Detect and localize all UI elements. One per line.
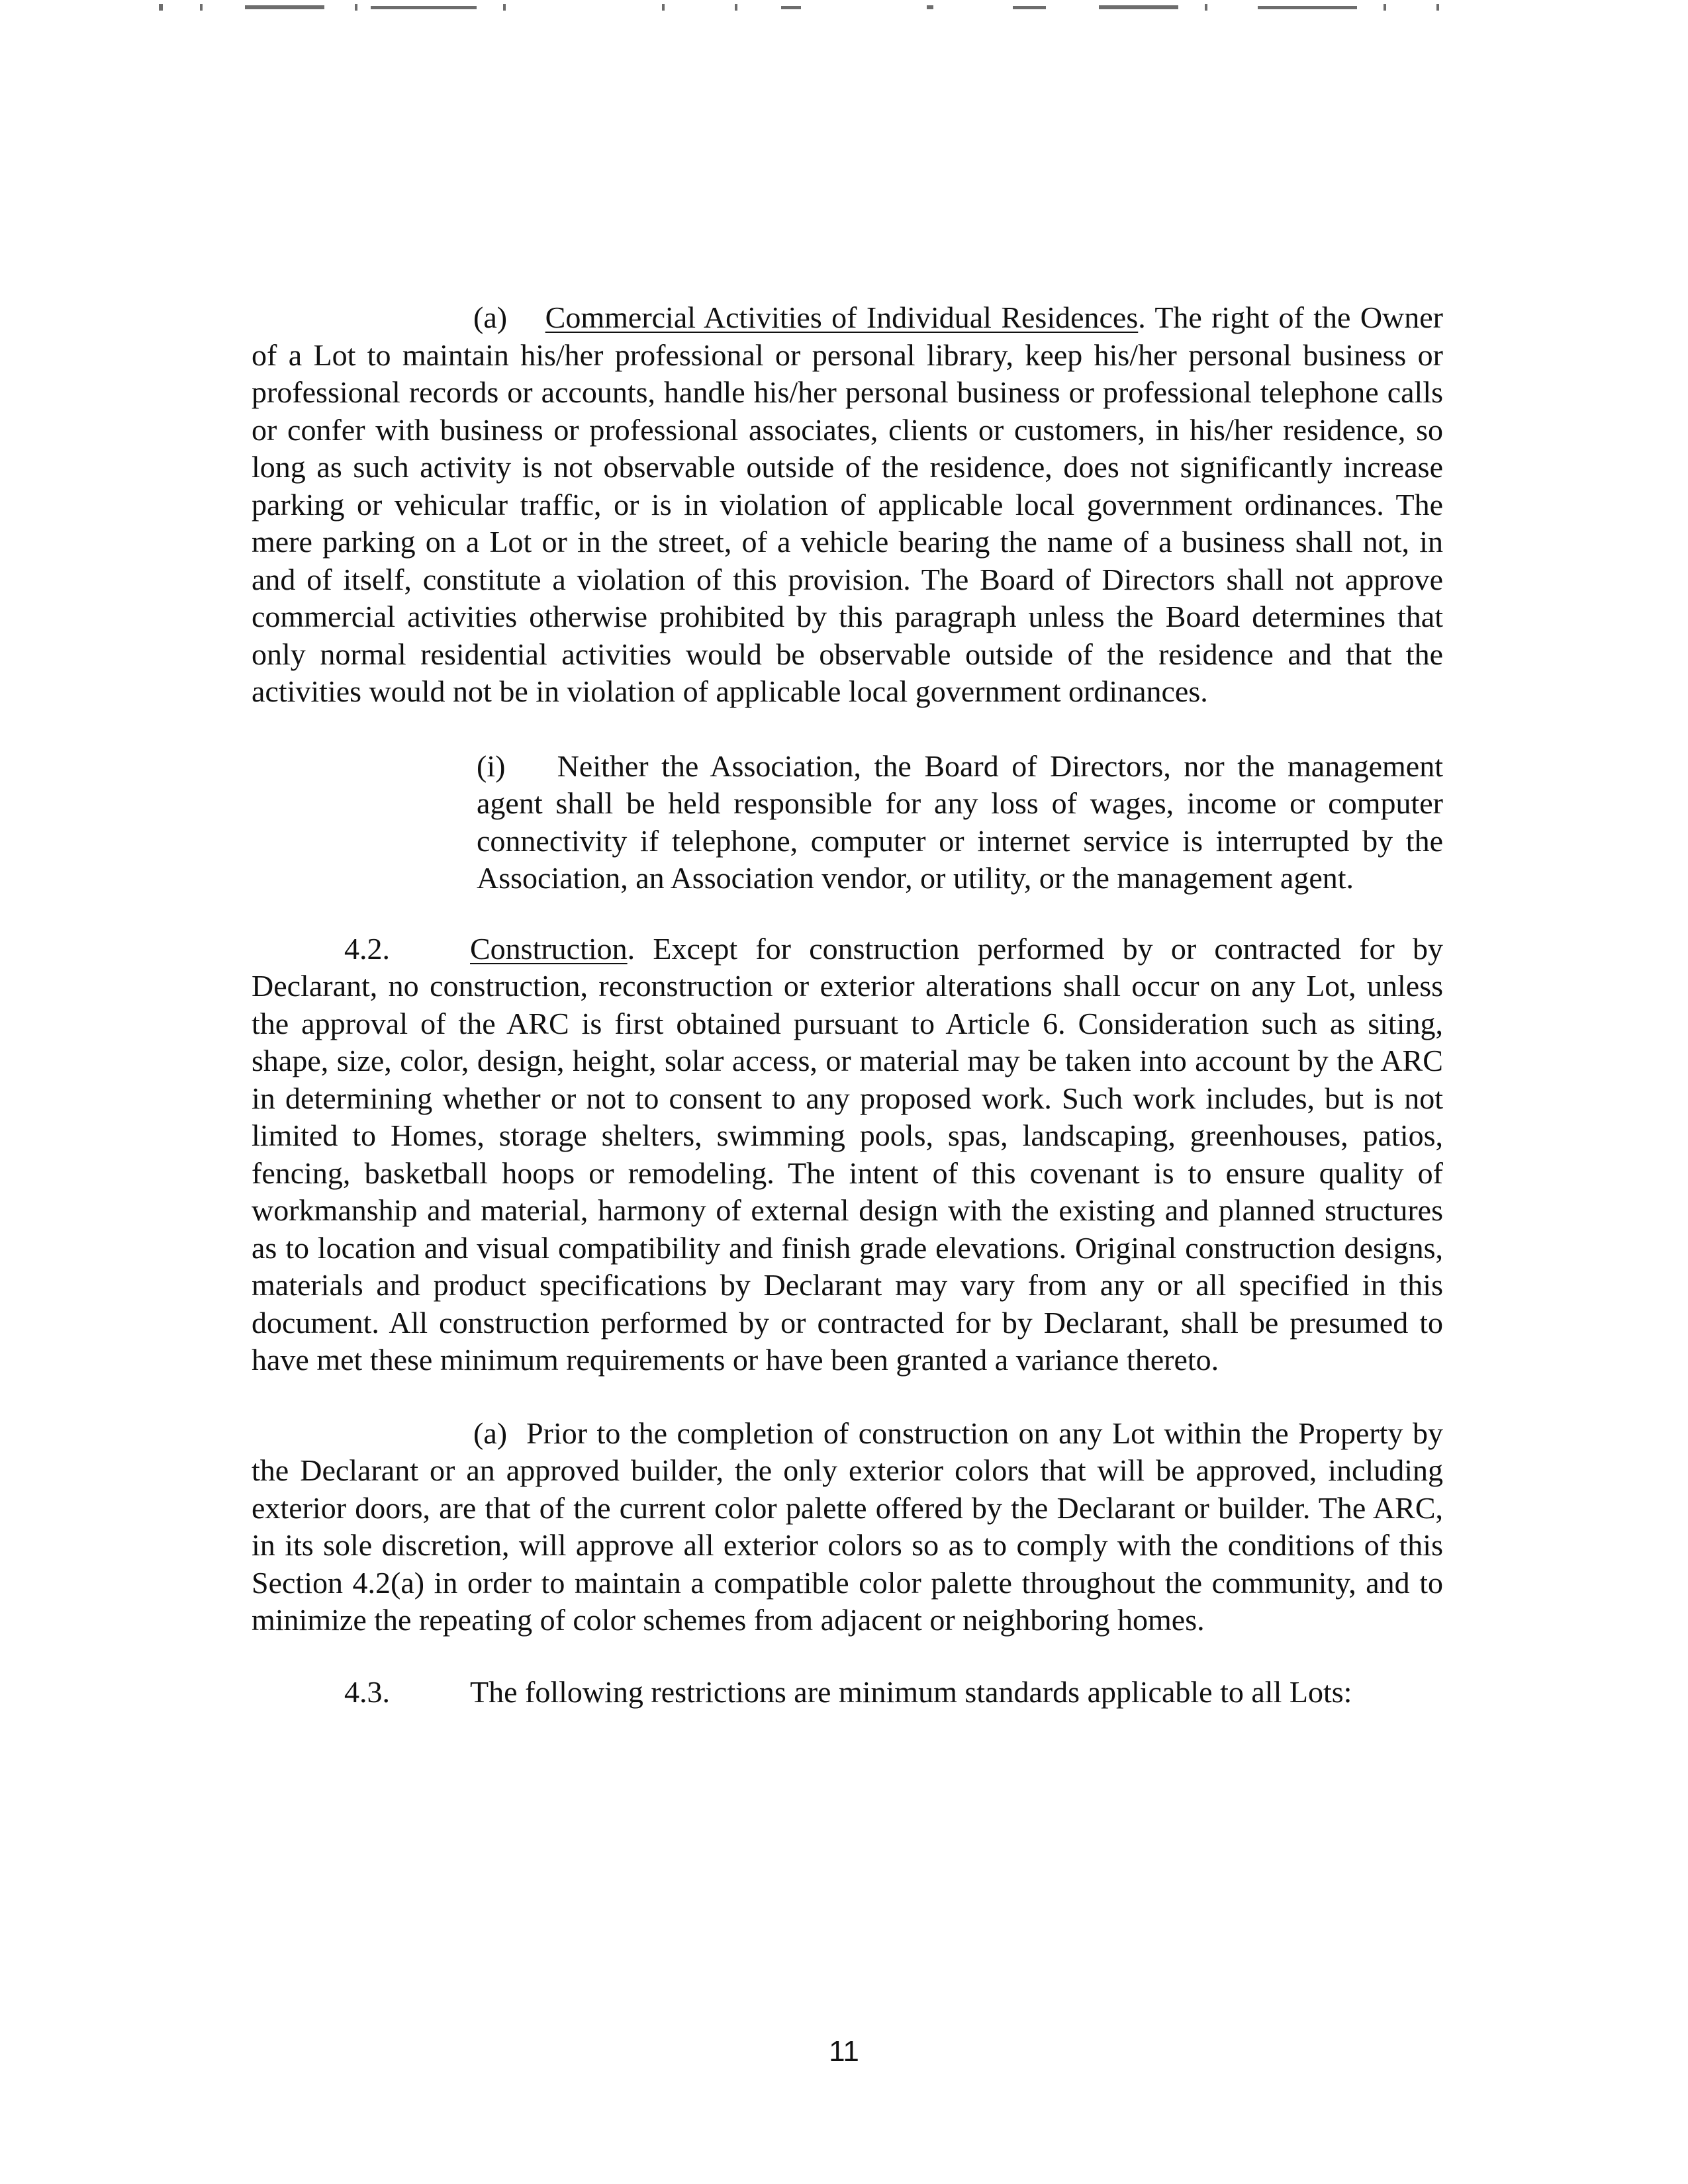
section-4-2-heading: Construction <box>470 931 628 966</box>
section-a-body: . The right of the Owner of a Lot to maintain his/her professional or personal library, keep his/her personal business or professional records or accounts, handle his/her personal business or professional telephone calls or confer with business or professional associates, clients or customers, in his/her residence, so long as such activity is not observable outside of the residence, does not significantly increase parking or vehicular traffic, or is in violation of applicable local government ordinances. The mere parking on a Lot or in the street, of a vehicle bearing the name of a business shall not, in and of itself, constitute a violation of this provision. The Board of Directors shall not approve commercial activities otherwise prohibited by this paragraph unless the Board determines that only normal residential activities would be observable outside of the residence and that the activities would not be in violation of applicable local government ordinances. <box>252 300 1443 708</box>
section-4-2-body: . Except for construction performed by or contracted for by Declarant, no construction, reconstruction or exterior alterations shall occur on any Lot, unless the approval of the ARC is first obtained pursuant to Article 6. Consideration such as siting, shape, size, color, design, height, solar access, or material may be taken into account by the ARC in determining whether or not to consent to any proposed work. Such work includes, but is not limited to Homes, storage shelters, swimming pools, spas, landscaping, greenhouses, patios, fencing, basketball hoops or remodeling. The intent of this covenant is to ensure quality of workmanship and material, harmony of external design with the existing and planned structures as to location and visual compatibility and finish grade elevations. Original construction designs, materials and product specifications by Declarant may vary from any or all specified in this document. All construction performed by or contracted for by Declarant, shall be presumed to have met these minimum requirements or have been granted a variance thereto. <box>252 931 1443 1377</box>
section-4-3-number: 4.3. <box>344 1674 390 1709</box>
section-a-marker: (a) <box>473 300 508 334</box>
document-page <box>252 299 1443 1711</box>
section-4-3-paragraph <box>252 1674 1443 1711</box>
scan-artifact-strip <box>159 0 1456 16</box>
section-4-2-a-marker: (a) <box>473 1416 508 1450</box>
section-a-i-body: Neither the Association, the Board of Directors, nor the management agent shall be held responsible for any loss of wages, income or computer connectivity if telephone, computer or internet service is interrupted by the Association, an Association vendor, or utility, or the management agent. <box>477 749 1444 895</box>
section-4-3-body: The following restrictions are minimum standards applicable to all Lots: <box>470 1674 1352 1709</box>
section-a-paragraph <box>252 299 1443 711</box>
page-number: 11 <box>829 2035 859 2068</box>
section-4-2-number: 4.2. <box>344 931 390 966</box>
section-4-2-paragraph <box>252 931 1443 1379</box>
section-4-2-a-body: Prior to the completion of construction on any Lot within the Property by the Declarant or an approved builder, the only exterior colors that will be approved, including exterior doors, are that of the current color palette offered by the Declarant or builder. The ARC, in its sole discretion, will approve all exterior colors so as to comply with the conditions of this Section 4.2(a) in order to maintain a compatible color palette throughout the community, and to minimize the repeating of color schemes from adjacent or neighboring homes. <box>252 1416 1444 1637</box>
section-a-i-paragraph <box>477 748 1443 897</box>
section-4-2-a-paragraph <box>252 1415 1443 1639</box>
section-a-heading: Commercial Activities of Individual Residences <box>545 300 1139 334</box>
section-a-i-marker: (i) <box>477 749 506 783</box>
